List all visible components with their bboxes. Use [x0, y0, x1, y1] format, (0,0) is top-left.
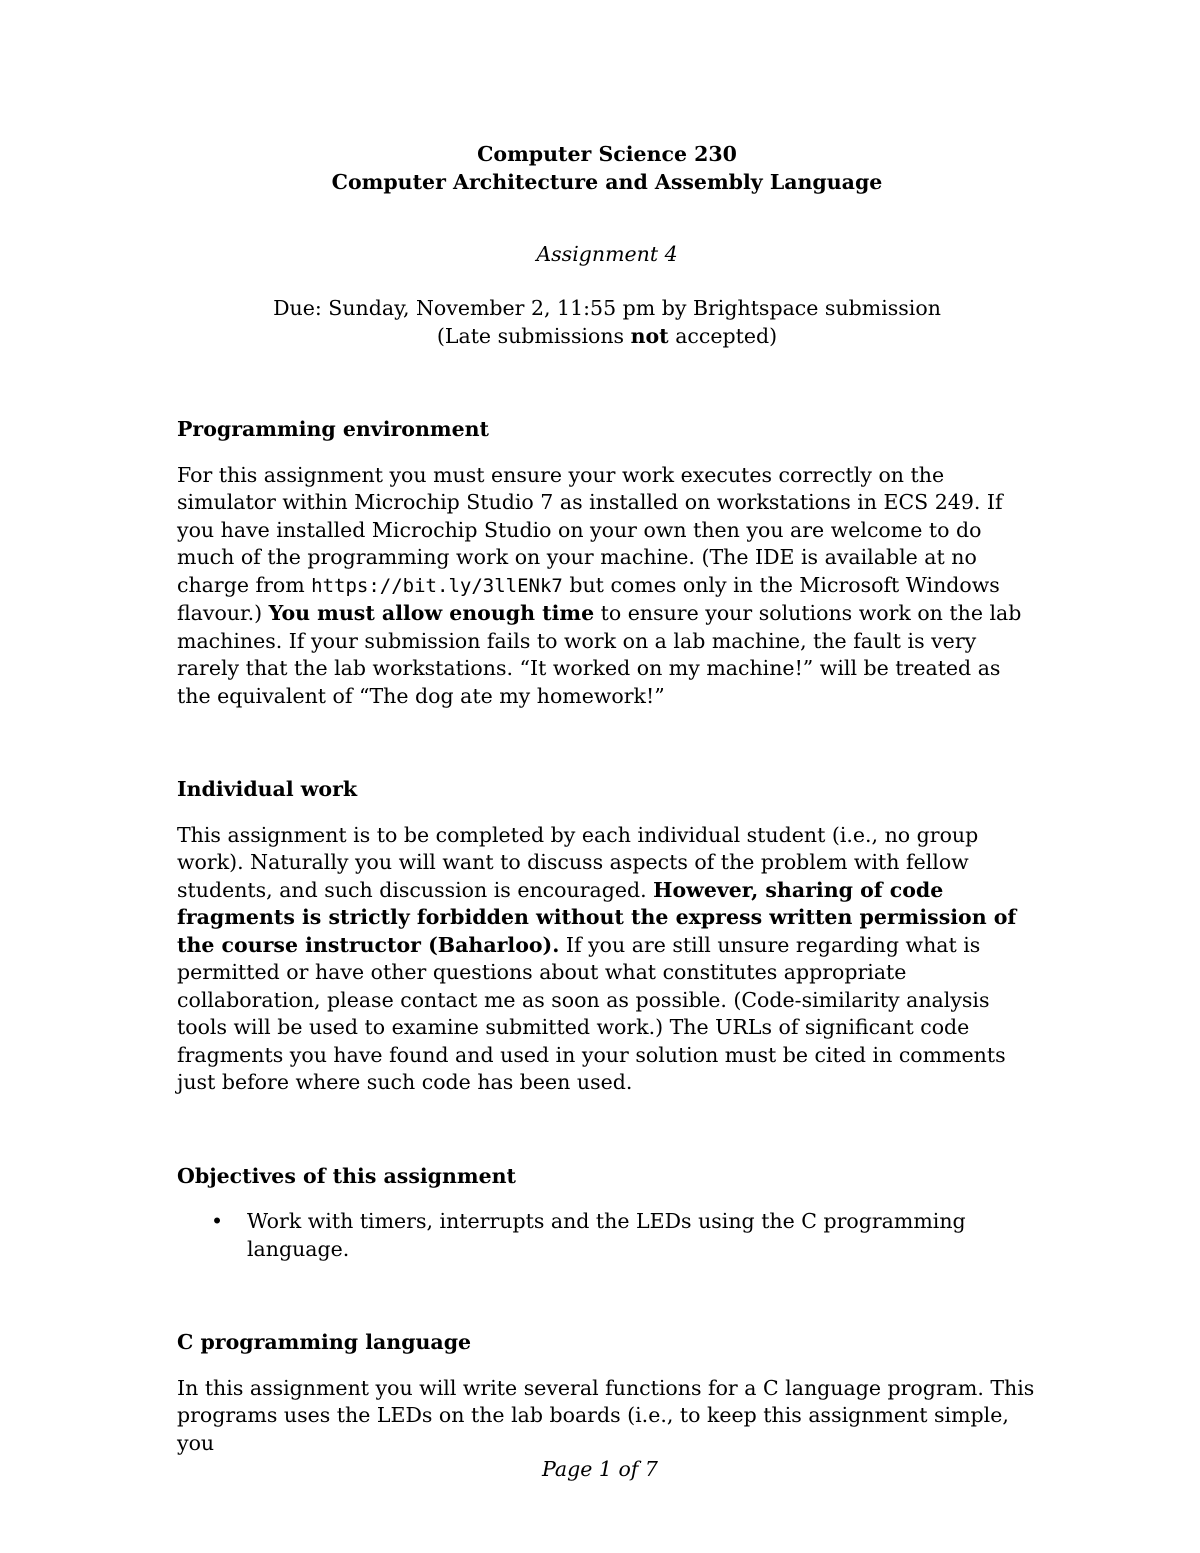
prog-env-bold-warning: You must allow enough time: [268, 601, 595, 625]
indiv-text-1: This assignment is to be completed by each individual student (i.e., no group work). Naturally you will want to discuss aspects of the problem with fellow students, and such discussion is encouraged.: [177, 822, 979, 902]
objective-text: Work with timers, interrupts and the LEDs using the C programming language.: [247, 1209, 966, 1261]
late-policy: [177, 322, 1037, 350]
course-number: Computer Science 230: [477, 142, 737, 166]
late-policy-post: accepted): [668, 324, 778, 348]
course-title: Computer Architecture and Assembly Language: [331, 170, 883, 194]
paragraph-programming-environment: [177, 462, 1037, 711]
indiv-text-2: If you are still unsure regarding what is permitted or have other questions about what constitutes appropriate collaboration, please contact me as soon as possible. (Code-similarity analysis tools will be used to examine submitted work.) The URLs of significant code fragments you have found and used in your solution must be cited in comments just before where such code has been used.: [177, 932, 1006, 1094]
list-item: [177, 1208, 1037, 1263]
late-policy-not: not: [630, 324, 669, 348]
prog-env-text-1: For this assignment you must ensure your work executes correctly on the simulator within Microchip Studio 7 as installed on workstations in ECS 249. If you have installed Microchip Studio on your own then you are welcome to do much of the programming work on your machine. (The IDE is available at no charge from: [177, 462, 1003, 597]
heading-c-programming-language: C programming language: [177, 1330, 472, 1354]
bullet-icon: •: [211, 1209, 224, 1233]
indiv-bold-warning: However, sharing of code fragments is strictly forbidden without the express written permission of the course instructor (Baharloo).: [177, 877, 1017, 957]
heading-individual-work: Individual work: [177, 777, 358, 801]
due-date: Due: Sunday, November 2, 11:55 pm by Brightspace submission: [273, 296, 941, 320]
assignment-label: Assignment 4: [536, 242, 678, 266]
page-content: [177, 140, 1037, 1457]
heading-objectives: Objectives of this assignment: [177, 1163, 516, 1188]
paragraph-individual-work: [177, 822, 1037, 1097]
heading-programming-environment: Programming environment: [177, 417, 489, 441]
ide-download-url[interactable]: https://bit.ly/3llENk7: [311, 574, 563, 597]
objectives-list: [177, 1208, 1037, 1263]
prog-env-text-2: but comes only in the Microsoft Windows flavour.): [177, 572, 1000, 625]
prog-env-text-3: to ensure your solutions work on the lab machines. If your submission fails to work on a lab machine, the fault is very rarely that the lab workstations. “It worked on my machine!” will be treated as the equivalent of “The dog ate my homework!”: [177, 601, 1022, 708]
due-block: [177, 294, 1037, 350]
late-policy-pre: (Late submissions: [436, 324, 631, 348]
title-block: [177, 140, 1037, 196]
page-number-footer: Page 1 of 7: [542, 1457, 658, 1481]
paragraph-c-language: In this assignment you will write several functions for a C language program. This programs uses the LEDs on the lab boards (i.e., to keep this assignment simple, you: [177, 1375, 1035, 1455]
